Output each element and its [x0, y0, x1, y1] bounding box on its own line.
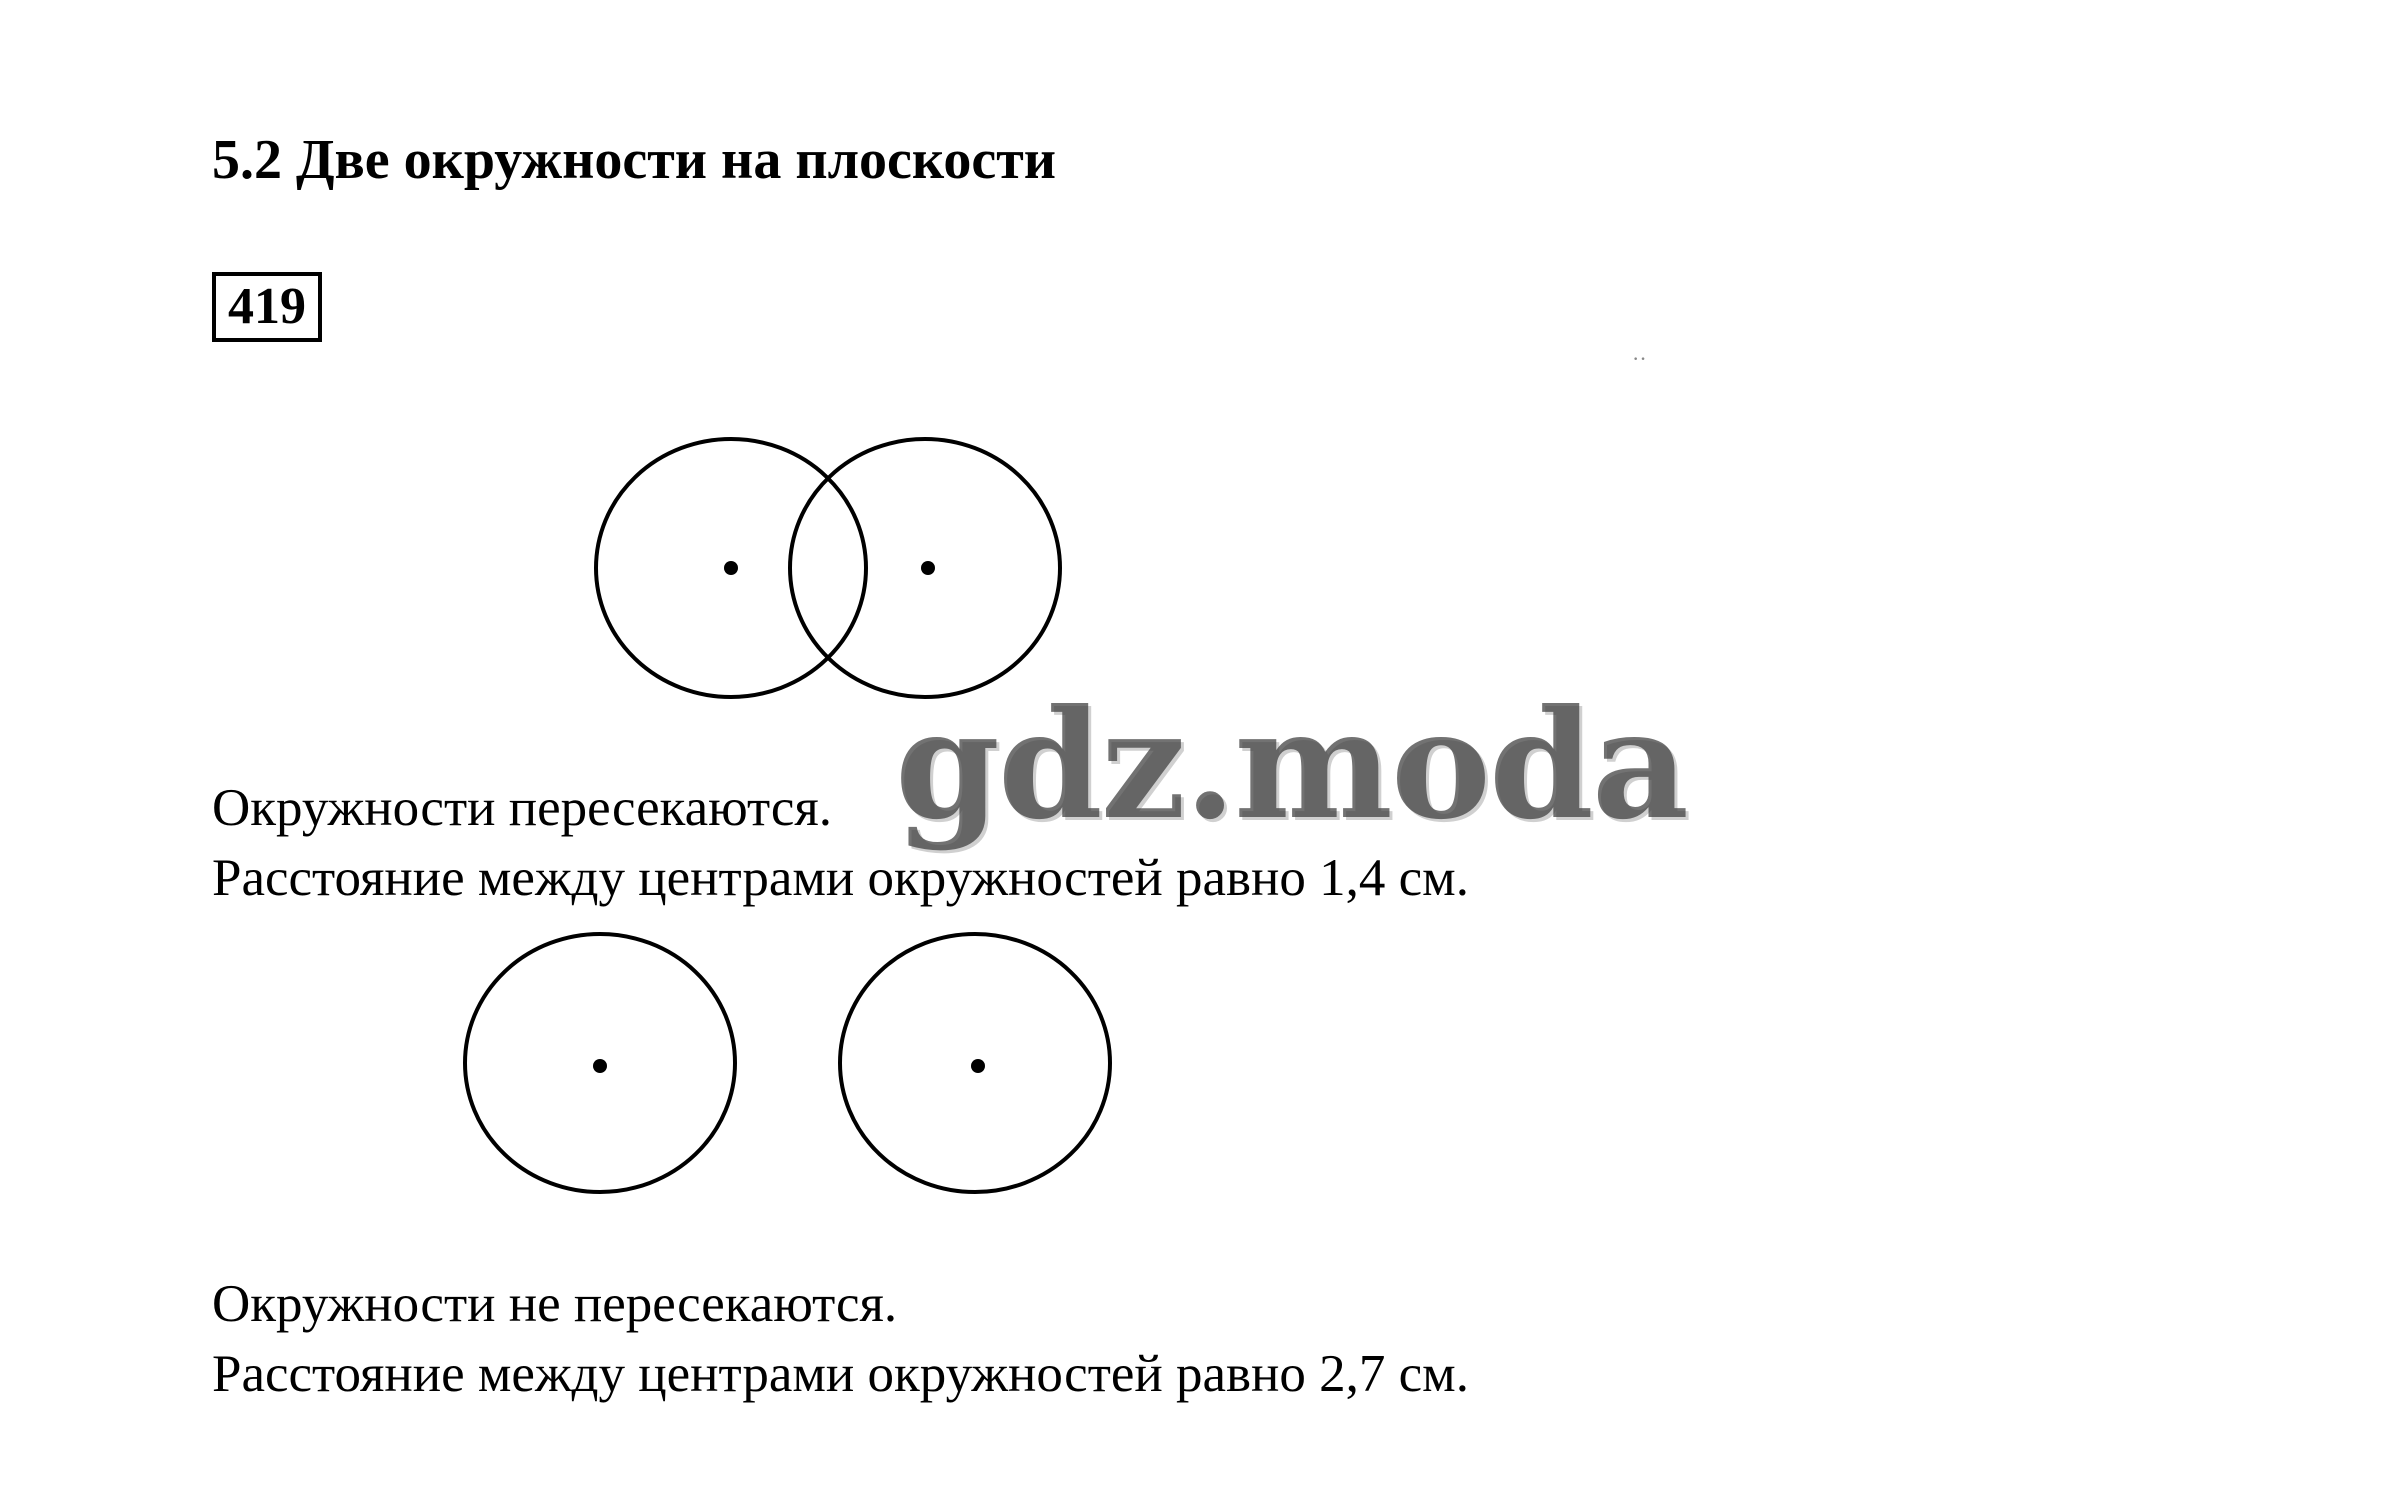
- center-point-right-separate: [971, 1059, 985, 1073]
- intersecting-circles-figure: [596, 439, 1060, 697]
- center-point-right: [921, 561, 935, 575]
- center-point-left-separate: [593, 1059, 607, 1073]
- task-number-box: 419: [212, 272, 322, 342]
- separate-circles-figure: [465, 934, 1110, 1192]
- stray-mark: ··: [1632, 346, 1647, 371]
- center-point-left: [724, 561, 738, 575]
- intersecting-conclusion: Окружности пересекаются.: [212, 779, 832, 837]
- watermark-logo: gdz.moda: [895, 677, 1688, 853]
- separate-distance: Расстояние между центрами окружностей равно 2,7 см.: [212, 1345, 1469, 1403]
- intersecting-distance: Расстояние между центрами окружностей равно 1,4 см.: [212, 849, 1469, 907]
- separate-conclusion: Окружности не пересекаются.: [212, 1275, 898, 1333]
- section-title: 5.2 Две окружности на плоскости: [212, 129, 1057, 191]
